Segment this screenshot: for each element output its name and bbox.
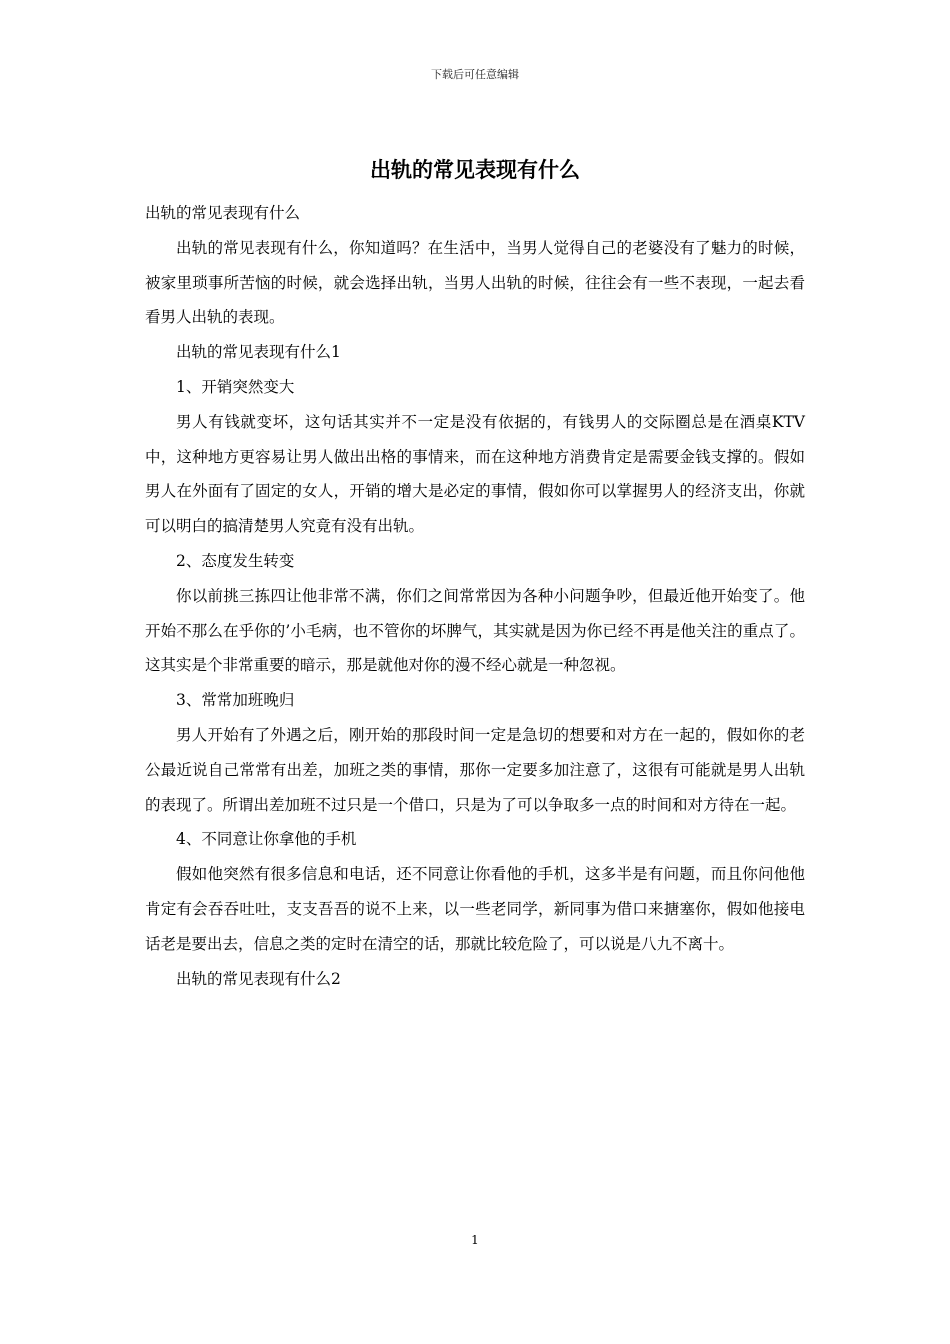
paragraph-intro: 出轨的常见表现有什么，你知道吗？在生活中，当男人觉得自己的老婆没有了魅力的时候，被家里琐事所苦恼的时候，就会选择出轨，当男人出轨的时候，往往会有一些不表现，一起去看看男人出轨的表现。 — [145, 238, 805, 327]
page-header-note: 下载后可任意编辑 — [431, 68, 519, 81]
item-heading-1: 1、开销突然变大 — [176, 377, 295, 396]
paragraph-item-4: 假如他突然有很多信息和电话，还不同意让你看他的手机，这多半是有问题，而且你问他他肯定有会吞吞吐吐，支支吾吾的说不上来，以一些老同学，新同事为借口来搪塞你，假如他接电话老是要出去，信息之类的定时在清空的话，那就比较危险了，可以说是八九不离十。 — [145, 865, 805, 953]
page-number: 1 — [471, 1233, 479, 1247]
section-heading-1: 出轨的常见表现有什么1 — [176, 343, 341, 362]
document-title: 出轨的常见表现有什么 — [370, 157, 580, 182]
item-heading-4: 4、不同意让你拿他的手机 — [176, 830, 357, 849]
item-heading-3: 3、常常加班晚归 — [176, 691, 295, 710]
paragraph-item-2: 你以前挑三拣四让他非常不满，你们之间常常因为各种小问题争吵，但最近他开始变了。他开始不那么在乎你的’小毛病，也不管你的坏脾气，其实就是因为你已经不再是他关注的重点了。这其实是个非常重要的暗示，那是就他对你的漫不经心就是一种忽视。 — [145, 586, 805, 675]
item-heading-2: 2、态度发生转变 — [176, 551, 295, 570]
paragraph-subtitle: 出轨的常见表现有什么 — [145, 204, 301, 222]
document-body — [145, 196, 805, 996]
paragraph-item-1: 男人有钱就变坏，这句话其实并不一定是没有依据的，有钱男人的交际圈总是在酒桌KTV中，这种地方更容易让男人做出出格的事情来，而在这种地方消费肯定是需要金钱支撑的。假如男人在外面有了固定的女人，开销的增大是必定的事情，假如你可以掌握男人的经济支出，你就可以明白的搞清楚男人究竟有没有出轨。 — [145, 412, 805, 536]
paragraph-item-3: 男人开始有了外遇之后，刚开始的那段时间一定是急切的想要和对方在一起的，假如你的老公最近说自己常常有出差，加班之类的事情，那你一定要多加注意了，这很有可能就是男人出轨的表现了。所谓出差加班不过只是一个借口，只是为了可以争取多一点的时间和对方待在一起。 — [145, 725, 805, 814]
section-heading-2: 出轨的常见表现有什么2 — [176, 969, 341, 988]
